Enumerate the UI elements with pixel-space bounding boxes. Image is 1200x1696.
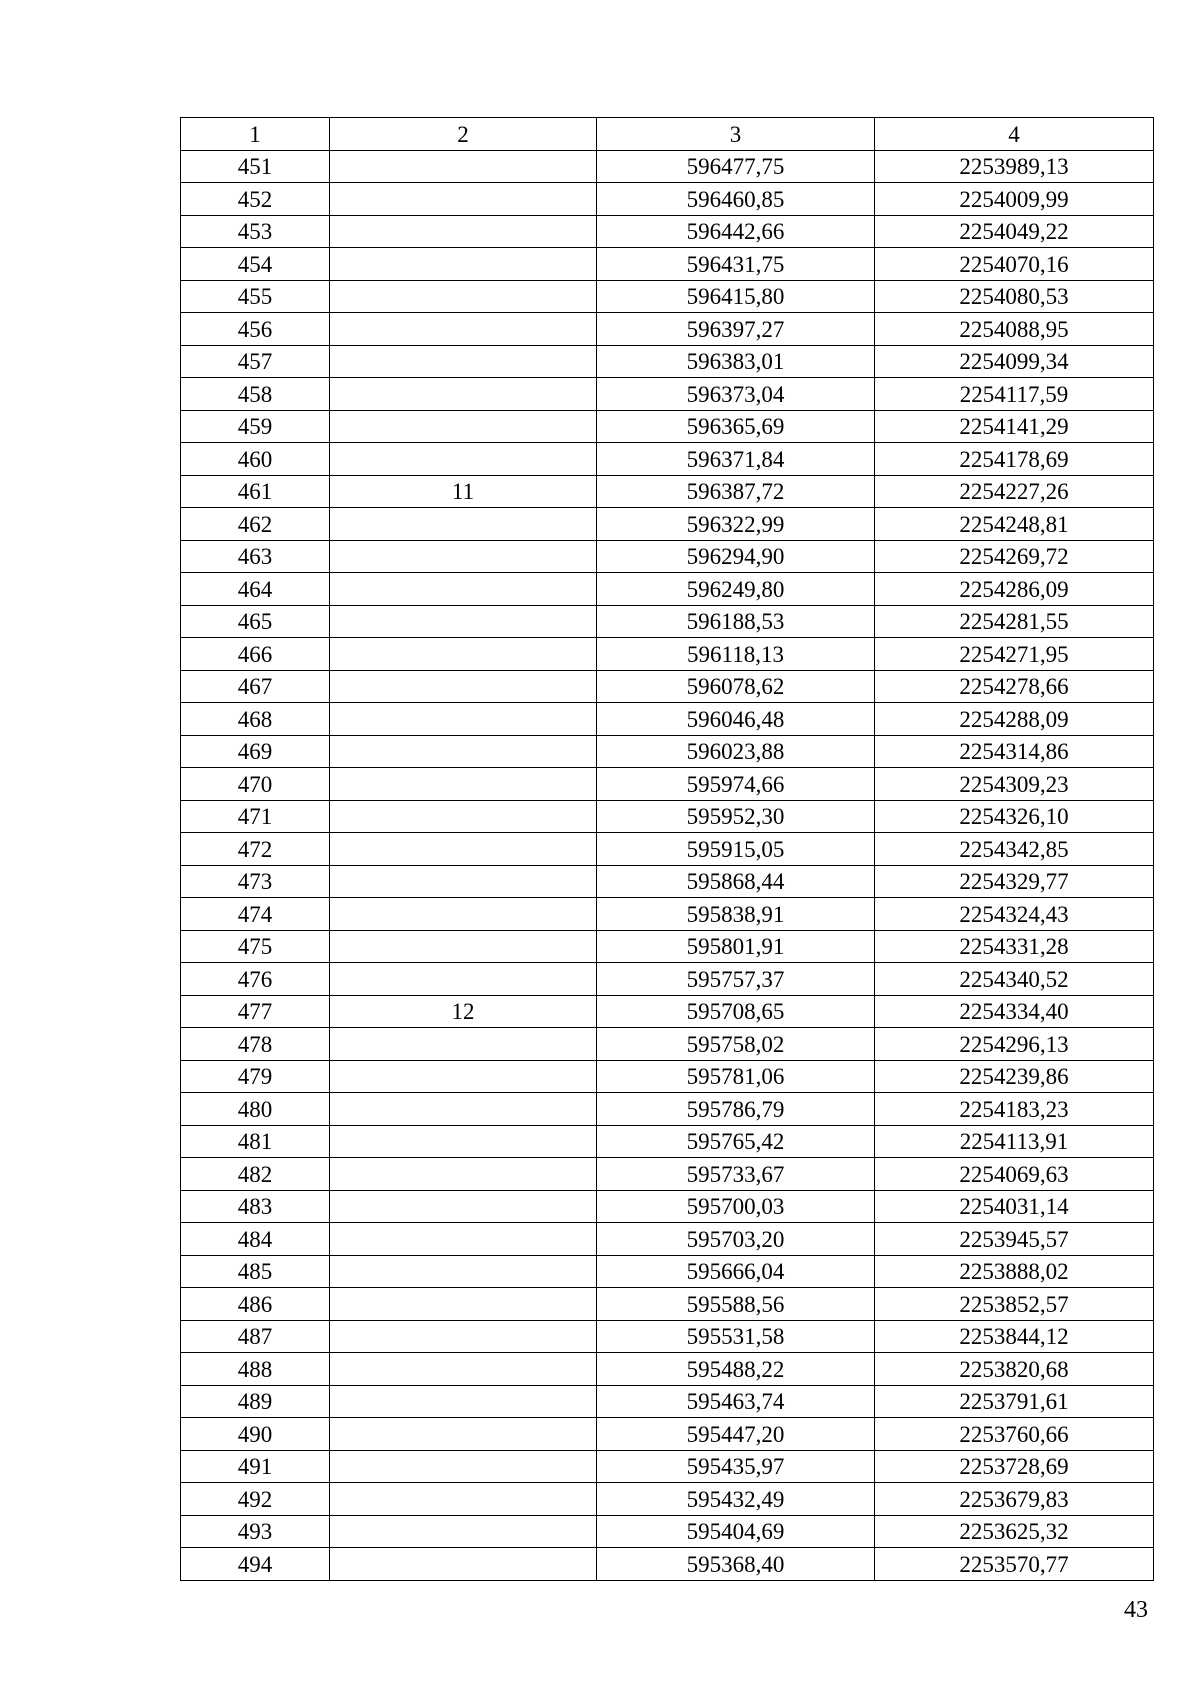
table-row (181, 475, 1154, 508)
x-coordinate-cell: 595488,22 (597, 1353, 875, 1386)
table-row (181, 345, 1154, 378)
x-coordinate-cell: 595974,66 (597, 768, 875, 801)
table-row (181, 800, 1154, 833)
table-row (181, 963, 1154, 996)
coordinates-table (180, 117, 1154, 1581)
point-number-cell: 489 (181, 1385, 330, 1418)
section-number-cell (330, 898, 597, 931)
x-coordinate-cell: 595588,56 (597, 1288, 875, 1321)
section-number-cell (330, 378, 597, 411)
y-coordinate-cell: 2254331,28 (875, 930, 1154, 963)
point-number-cell: 472 (181, 833, 330, 866)
x-coordinate-cell: 596477,75 (597, 150, 875, 183)
x-coordinate-cell: 596249,80 (597, 573, 875, 606)
table-row (181, 995, 1154, 1028)
y-coordinate-cell: 2253945,57 (875, 1223, 1154, 1256)
x-coordinate-cell: 595368,40 (597, 1548, 875, 1581)
x-coordinate-cell: 595781,06 (597, 1060, 875, 1093)
column-header: 2 (330, 118, 597, 151)
table-row (181, 1060, 1154, 1093)
section-number-cell (330, 1288, 597, 1321)
table-row (181, 735, 1154, 768)
y-coordinate-cell: 2254070,16 (875, 248, 1154, 281)
page-number: 43 (1124, 1597, 1148, 1623)
section-number-cell (330, 638, 597, 671)
table-row (181, 1418, 1154, 1451)
section-number-cell (330, 345, 597, 378)
y-coordinate-cell: 2254009,99 (875, 183, 1154, 216)
x-coordinate-cell: 596188,53 (597, 605, 875, 638)
x-coordinate-cell: 595868,44 (597, 865, 875, 898)
point-number-cell: 469 (181, 735, 330, 768)
point-number-cell: 494 (181, 1548, 330, 1581)
point-number-cell: 466 (181, 638, 330, 671)
x-coordinate-cell: 595404,69 (597, 1515, 875, 1548)
section-number-cell (330, 410, 597, 443)
point-number-cell: 455 (181, 280, 330, 313)
y-coordinate-cell: 2254183,23 (875, 1093, 1154, 1126)
table-row (181, 865, 1154, 898)
point-number-cell: 459 (181, 410, 330, 443)
point-number-cell: 479 (181, 1060, 330, 1093)
y-coordinate-cell: 2254309,23 (875, 768, 1154, 801)
point-number-cell: 468 (181, 703, 330, 736)
section-number-cell (330, 1418, 597, 1451)
section-number-cell (330, 800, 597, 833)
section-number-cell (330, 540, 597, 573)
point-number-cell: 475 (181, 930, 330, 963)
point-number-cell: 465 (181, 605, 330, 638)
column-header: 1 (181, 118, 330, 151)
x-coordinate-cell: 595531,58 (597, 1320, 875, 1353)
table-row (181, 443, 1154, 476)
point-number-cell: 457 (181, 345, 330, 378)
point-number-cell: 488 (181, 1353, 330, 1386)
table-row (181, 1223, 1154, 1256)
table-row (181, 1190, 1154, 1223)
section-number-cell (330, 1353, 597, 1386)
column-header: 3 (597, 118, 875, 151)
table-row (181, 638, 1154, 671)
table-row (181, 1288, 1154, 1321)
section-number-cell (330, 1450, 597, 1483)
point-number-cell: 453 (181, 215, 330, 248)
table-row (181, 410, 1154, 443)
y-coordinate-cell: 2254088,95 (875, 313, 1154, 346)
section-number-cell (330, 963, 597, 996)
table-row (181, 573, 1154, 606)
section-number-cell (330, 1515, 597, 1548)
table-header-row (181, 118, 1154, 151)
table-row (181, 768, 1154, 801)
point-number-cell: 480 (181, 1093, 330, 1126)
x-coordinate-cell: 596442,66 (597, 215, 875, 248)
point-number-cell: 486 (181, 1288, 330, 1321)
x-coordinate-cell: 595765,42 (597, 1125, 875, 1158)
table-row (181, 1548, 1154, 1581)
section-number-cell (330, 248, 597, 281)
y-coordinate-cell: 2254099,34 (875, 345, 1154, 378)
section-number-cell (330, 833, 597, 866)
y-coordinate-cell: 2254278,66 (875, 670, 1154, 703)
table-row (181, 1320, 1154, 1353)
point-number-cell: 474 (181, 898, 330, 931)
point-number-cell: 454 (181, 248, 330, 281)
x-coordinate-cell: 595435,97 (597, 1450, 875, 1483)
section-number-cell (330, 1483, 597, 1516)
section-number-cell (330, 1158, 597, 1191)
table-row (181, 833, 1154, 866)
x-coordinate-cell: 596397,27 (597, 313, 875, 346)
x-coordinate-cell: 595786,79 (597, 1093, 875, 1126)
point-number-cell: 464 (181, 573, 330, 606)
point-number-cell: 456 (181, 313, 330, 346)
y-coordinate-cell: 2254281,55 (875, 605, 1154, 638)
x-coordinate-cell: 596431,75 (597, 248, 875, 281)
point-number-cell: 491 (181, 1450, 330, 1483)
table-row (181, 1255, 1154, 1288)
point-number-cell: 492 (181, 1483, 330, 1516)
y-coordinate-cell: 2254271,95 (875, 638, 1154, 671)
y-coordinate-cell: 2254269,72 (875, 540, 1154, 573)
section-number-cell (330, 865, 597, 898)
y-coordinate-cell: 2254296,13 (875, 1028, 1154, 1061)
table-row (181, 1125, 1154, 1158)
section-number-cell (330, 443, 597, 476)
x-coordinate-cell: 595447,20 (597, 1418, 875, 1451)
point-number-cell: 473 (181, 865, 330, 898)
y-coordinate-cell: 2254288,09 (875, 703, 1154, 736)
table-row (181, 1483, 1154, 1516)
point-number-cell: 460 (181, 443, 330, 476)
table-row (181, 1028, 1154, 1061)
x-coordinate-cell: 596460,85 (597, 183, 875, 216)
y-coordinate-cell: 2254334,40 (875, 995, 1154, 1028)
y-coordinate-cell: 2254239,86 (875, 1060, 1154, 1093)
point-number-cell: 470 (181, 768, 330, 801)
point-number-cell: 481 (181, 1125, 330, 1158)
point-number-cell: 478 (181, 1028, 330, 1061)
y-coordinate-cell: 2254286,09 (875, 573, 1154, 606)
y-coordinate-cell: 2253989,13 (875, 150, 1154, 183)
y-coordinate-cell: 2254178,69 (875, 443, 1154, 476)
point-number-cell: 484 (181, 1223, 330, 1256)
section-number-cell (330, 703, 597, 736)
y-coordinate-cell: 2253852,57 (875, 1288, 1154, 1321)
section-number-cell (330, 1223, 597, 1256)
x-coordinate-cell: 596023,88 (597, 735, 875, 768)
y-coordinate-cell: 2253888,02 (875, 1255, 1154, 1288)
section-number-cell (330, 215, 597, 248)
y-coordinate-cell: 2253679,83 (875, 1483, 1154, 1516)
y-coordinate-cell: 2254069,63 (875, 1158, 1154, 1191)
point-number-cell: 487 (181, 1320, 330, 1353)
x-coordinate-cell: 595915,05 (597, 833, 875, 866)
table-row (181, 378, 1154, 411)
x-coordinate-cell: 596294,90 (597, 540, 875, 573)
point-number-cell: 461 (181, 475, 330, 508)
section-number-cell: 12 (330, 995, 597, 1028)
column-header: 4 (875, 118, 1154, 151)
section-number-cell (330, 1548, 597, 1581)
point-number-cell: 467 (181, 670, 330, 703)
table-row (181, 215, 1154, 248)
point-number-cell: 463 (181, 540, 330, 573)
y-coordinate-cell: 2254342,85 (875, 833, 1154, 866)
table-row (181, 1385, 1154, 1418)
point-number-cell: 458 (181, 378, 330, 411)
table-body (181, 150, 1154, 1580)
table-row (181, 1158, 1154, 1191)
y-coordinate-cell: 2254227,26 (875, 475, 1154, 508)
x-coordinate-cell: 596118,13 (597, 638, 875, 671)
x-coordinate-cell: 596078,62 (597, 670, 875, 703)
section-number-cell (330, 280, 597, 313)
x-coordinate-cell: 596046,48 (597, 703, 875, 736)
x-coordinate-cell: 596322,99 (597, 508, 875, 541)
section-number-cell (330, 1125, 597, 1158)
x-coordinate-cell: 595801,91 (597, 930, 875, 963)
y-coordinate-cell: 2254031,14 (875, 1190, 1154, 1223)
x-coordinate-cell: 596415,80 (597, 280, 875, 313)
x-coordinate-cell: 595757,37 (597, 963, 875, 996)
table-row (181, 930, 1154, 963)
y-coordinate-cell: 2254324,43 (875, 898, 1154, 931)
point-number-cell: 462 (181, 508, 330, 541)
table-row (181, 183, 1154, 216)
table-row (181, 248, 1154, 281)
y-coordinate-cell: 2253791,61 (875, 1385, 1154, 1418)
point-number-cell: 493 (181, 1515, 330, 1548)
table-row (181, 670, 1154, 703)
section-number-cell: 11 (330, 475, 597, 508)
section-number-cell (330, 670, 597, 703)
section-number-cell (330, 768, 597, 801)
y-coordinate-cell: 2253760,66 (875, 1418, 1154, 1451)
point-number-cell: 490 (181, 1418, 330, 1451)
table-row (181, 1353, 1154, 1386)
point-number-cell: 483 (181, 1190, 330, 1223)
y-coordinate-cell: 2254314,86 (875, 735, 1154, 768)
table-row (181, 150, 1154, 183)
x-coordinate-cell: 596383,01 (597, 345, 875, 378)
table-row (181, 703, 1154, 736)
point-number-cell: 476 (181, 963, 330, 996)
table-row (181, 313, 1154, 346)
section-number-cell (330, 1320, 597, 1353)
x-coordinate-cell: 595838,91 (597, 898, 875, 931)
x-coordinate-cell: 595708,65 (597, 995, 875, 1028)
x-coordinate-cell: 595666,04 (597, 1255, 875, 1288)
section-number-cell (330, 1060, 597, 1093)
point-number-cell: 452 (181, 183, 330, 216)
y-coordinate-cell: 2254141,29 (875, 410, 1154, 443)
y-coordinate-cell: 2253625,32 (875, 1515, 1154, 1548)
x-coordinate-cell: 595952,30 (597, 800, 875, 833)
section-number-cell (330, 573, 597, 606)
x-coordinate-cell: 596365,69 (597, 410, 875, 443)
table-row (181, 508, 1154, 541)
table-row (181, 605, 1154, 638)
x-coordinate-cell: 595463,74 (597, 1385, 875, 1418)
section-number-cell (330, 1255, 597, 1288)
x-coordinate-cell: 595758,02 (597, 1028, 875, 1061)
point-number-cell: 482 (181, 1158, 330, 1191)
table-row (181, 1093, 1154, 1126)
section-number-cell (330, 1190, 597, 1223)
table-row (181, 1450, 1154, 1483)
section-number-cell (330, 735, 597, 768)
section-number-cell (330, 183, 597, 216)
section-number-cell (330, 508, 597, 541)
y-coordinate-cell: 2254248,81 (875, 508, 1154, 541)
x-coordinate-cell: 596387,72 (597, 475, 875, 508)
y-coordinate-cell: 2253820,68 (875, 1353, 1154, 1386)
point-number-cell: 451 (181, 150, 330, 183)
x-coordinate-cell: 595733,67 (597, 1158, 875, 1191)
section-number-cell (330, 1385, 597, 1418)
point-number-cell: 471 (181, 800, 330, 833)
x-coordinate-cell: 596371,84 (597, 443, 875, 476)
x-coordinate-cell: 596373,04 (597, 378, 875, 411)
section-number-cell (330, 605, 597, 638)
y-coordinate-cell: 2254049,22 (875, 215, 1154, 248)
y-coordinate-cell: 2254113,91 (875, 1125, 1154, 1158)
table-row (181, 898, 1154, 931)
point-number-cell: 485 (181, 1255, 330, 1288)
section-number-cell (330, 150, 597, 183)
table-row (181, 540, 1154, 573)
table-row (181, 1515, 1154, 1548)
y-coordinate-cell: 2254329,77 (875, 865, 1154, 898)
x-coordinate-cell: 595703,20 (597, 1223, 875, 1256)
section-number-cell (330, 1093, 597, 1126)
y-coordinate-cell: 2254117,59 (875, 378, 1154, 411)
y-coordinate-cell: 2254080,53 (875, 280, 1154, 313)
table-row (181, 280, 1154, 313)
section-number-cell (330, 1028, 597, 1061)
y-coordinate-cell: 2253570,77 (875, 1548, 1154, 1581)
y-coordinate-cell: 2253728,69 (875, 1450, 1154, 1483)
x-coordinate-cell: 595432,49 (597, 1483, 875, 1516)
y-coordinate-cell: 2253844,12 (875, 1320, 1154, 1353)
section-number-cell (330, 313, 597, 346)
x-coordinate-cell: 595700,03 (597, 1190, 875, 1223)
y-coordinate-cell: 2254326,10 (875, 800, 1154, 833)
point-number-cell: 477 (181, 995, 330, 1028)
section-number-cell (330, 930, 597, 963)
y-coordinate-cell: 2254340,52 (875, 963, 1154, 996)
